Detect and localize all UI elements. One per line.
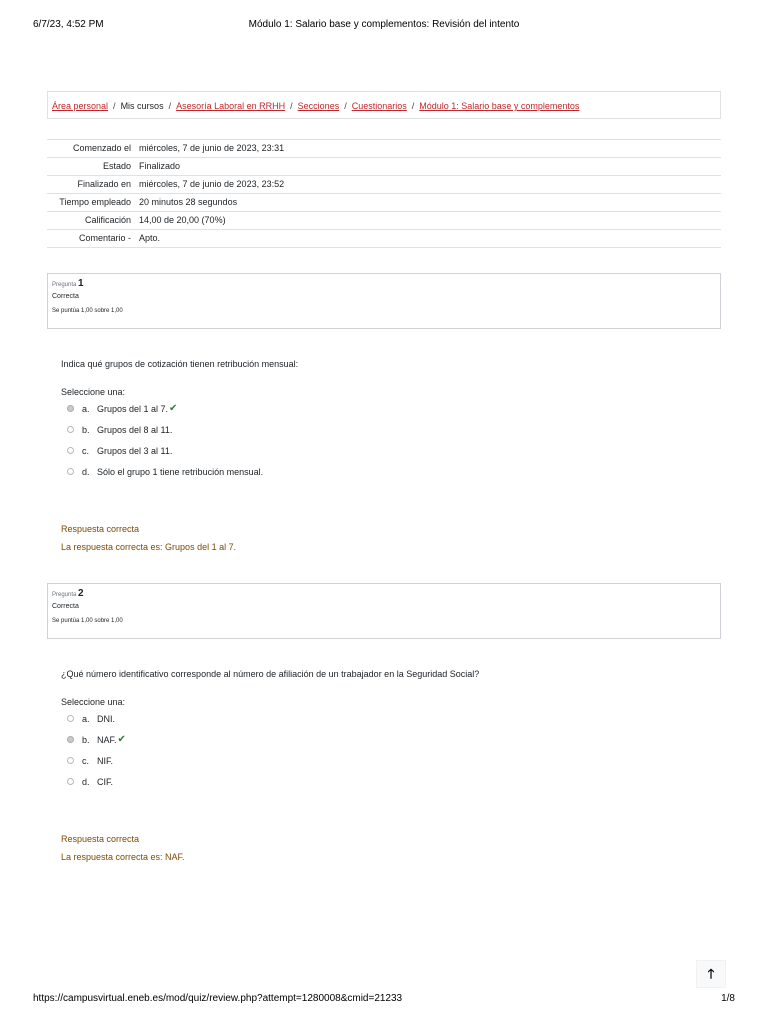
print-url: https://campusvirtual.eneb.es/mod/quiz/review.php?attempt=1280008&cmid=21233 [33, 993, 403, 1004]
option-text: NIF. [97, 755, 114, 766]
question-text: Indica qué grupos de cotización tienen retribución mensual: [61, 359, 299, 369]
breadcrumb-course[interactable]: Asesoría Laboral en RRHH [176, 101, 286, 111]
answer-option[interactable] [61, 708, 701, 729]
breadcrumb-separator: / [411, 101, 415, 111]
radio-button[interactable] [67, 757, 74, 764]
question-state: Correcta [52, 293, 79, 300]
radio-button[interactable] [67, 447, 74, 454]
summary-label: Comentario - [47, 230, 135, 248]
arrow-up-icon: 🡑 [707, 966, 715, 981]
option-text: Grupos del 1 al 7. [97, 403, 169, 414]
answer-option[interactable] [61, 398, 701, 419]
breadcrumb-mis-cursos: Mis cursos [120, 101, 164, 111]
option-letter: d. [82, 466, 90, 477]
breadcrumb-quiz[interactable]: Módulo 1: Salario base y complementos [419, 101, 580, 111]
breadcrumb-separator: / [113, 101, 116, 111]
question-prompt: Seleccione una: [61, 697, 126, 707]
feedback-correct-answer: La respuesta correcta es: Grupos del 1 al 7. [61, 542, 237, 552]
summary-row [47, 140, 721, 158]
answer-option[interactable] [61, 461, 701, 482]
option-text: Sólo el grupo 1 tiene retribución mensual. [97, 466, 264, 477]
option-letter: b. [82, 734, 90, 745]
question-number: 2 [78, 588, 84, 599]
radio-button[interactable] [67, 778, 74, 785]
question-prompt: Seleccione una: [61, 387, 126, 397]
question-number: 1 [78, 278, 84, 289]
summary-value: miércoles, 7 de junio de 2023, 23:52 [135, 176, 721, 194]
summary-row [47, 158, 721, 176]
answer-option[interactable] [61, 419, 701, 440]
radio-button[interactable] [67, 405, 74, 412]
question-grade: Se puntúa 1,00 sobre 1,00 [52, 308, 123, 314]
option-letter: a. [82, 713, 90, 724]
check-icon: ✔ [117, 734, 126, 745]
back-to-top-button[interactable] [696, 960, 726, 988]
option-text: NAF. [97, 734, 117, 745]
question-label: Pregunta [52, 282, 77, 288]
question-2-content [61, 668, 701, 864]
summary-label: Comenzado el [47, 140, 135, 158]
feedback-status: Respuesta correcta [61, 834, 140, 844]
print-date: 6/7/23, 4:52 PM [33, 19, 104, 30]
breadcrumb-cuestionarios[interactable]: Cuestionarios [351, 101, 407, 111]
answer-option[interactable] [61, 729, 701, 750]
check-icon: ✔ [169, 403, 178, 414]
radio-button[interactable] [67, 715, 74, 722]
answer-option[interactable] [61, 750, 701, 771]
summary-label: Estado [47, 158, 135, 176]
summary-row [47, 230, 721, 248]
radio-button[interactable] [67, 468, 74, 475]
option-letter: b. [82, 424, 90, 435]
summary-value: 20 minutos 28 segundos [135, 194, 721, 212]
summary-label: Tiempo empleado [47, 194, 135, 212]
question-text: ¿Qué número identificativo corresponde al número de afiliación de un trabajador en la Seguridad Social? [61, 669, 480, 679]
question-2-info [47, 583, 721, 639]
summary-row [47, 176, 721, 194]
print-page-number: 1/8 [721, 993, 735, 1004]
summary-row [47, 212, 721, 230]
summary-value: miércoles, 7 de junio de 2023, 23:31 [135, 140, 721, 158]
answer-option[interactable] [61, 440, 701, 461]
question-state: Correcta [52, 603, 79, 610]
option-text: Grupos del 8 al 11. [97, 424, 173, 435]
option-text: Grupos del 3 al 11. [97, 445, 173, 456]
breadcrumb-separator: / [344, 101, 347, 111]
print-title: Módulo 1: Salario base y complementos: Revisión del intento [248, 19, 520, 30]
option-letter: d. [82, 776, 90, 787]
summary-value: Apto. [135, 230, 721, 248]
feedback-correct-answer: La respuesta correcta es: NAF. [61, 852, 185, 862]
question-1-info [47, 273, 721, 329]
breadcrumb-area-personal[interactable]: Área personal [52, 101, 109, 111]
summary-value: 14,00 de 20,00 (70%) [135, 212, 721, 230]
summary-value: Finalizado [135, 158, 721, 176]
attempt-summary-table [47, 139, 721, 248]
answer-option[interactable] [61, 771, 701, 792]
radio-button[interactable] [67, 426, 74, 433]
option-letter: c. [82, 755, 90, 766]
breadcrumb-secciones[interactable]: Secciones [297, 101, 340, 111]
option-text: CIF. [97, 776, 114, 787]
question-grade: Se puntúa 1,00 sobre 1,00 [52, 618, 123, 624]
feedback-status: Respuesta correcta [61, 524, 140, 534]
breadcrumb [47, 91, 721, 119]
summary-label: Finalizado en [47, 176, 135, 194]
breadcrumb-separator: / [290, 101, 293, 111]
question-label: Pregunta [52, 592, 77, 598]
question-1-content [61, 358, 701, 554]
summary-row [47, 194, 721, 212]
option-letter: c. [82, 445, 90, 456]
summary-label: Calificación [47, 212, 135, 230]
option-letter: a. [82, 403, 90, 414]
breadcrumb-separator: / [168, 101, 172, 111]
question-feedback [61, 522, 701, 554]
question-feedback [61, 832, 701, 864]
radio-button[interactable] [67, 736, 74, 743]
option-text: DNI. [97, 713, 115, 724]
